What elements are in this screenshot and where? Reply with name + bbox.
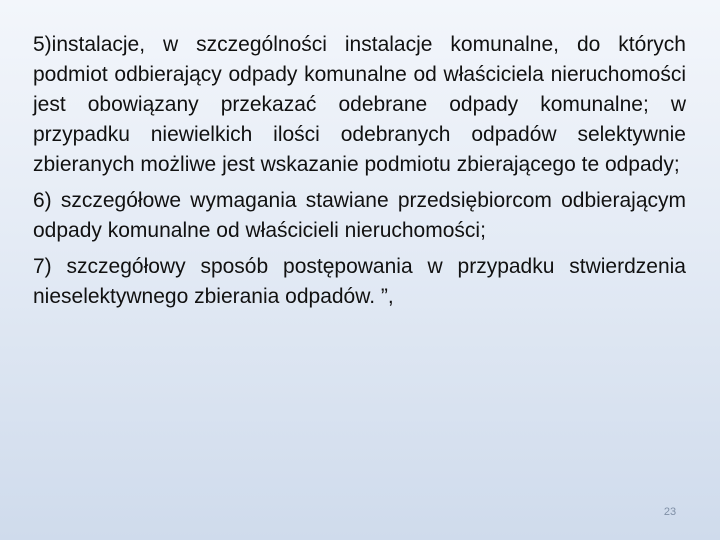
paragraph-item-7: 7) szczegółowy sposób postępowania w przypadku stwierdzenia nieselektywnego zbierania odpadów. ”, <box>33 255 686 308</box>
paragraph-item-6: 6) szczegółowe wymagania stawiane przedsiębiorcom odbierającym odpady komunalne od właścicieli nieruchomości; <box>33 189 686 242</box>
page-number: 23 <box>663 506 677 518</box>
slide-body <box>33 30 686 318</box>
paragraph-item-5: 5)instalacje, w szczególności instalacje komunalne, do których podmiot odbierający odpady komunalne od właściciela nieruchomości jest obowiązany przekazać odebrane odpady komunalne; w przypadku niewielkich ilości odebranych odpadów selektywnie zbieranych możliwe jest wskazanie podmiotu zbierającego te odpady; <box>33 33 686 176</box>
